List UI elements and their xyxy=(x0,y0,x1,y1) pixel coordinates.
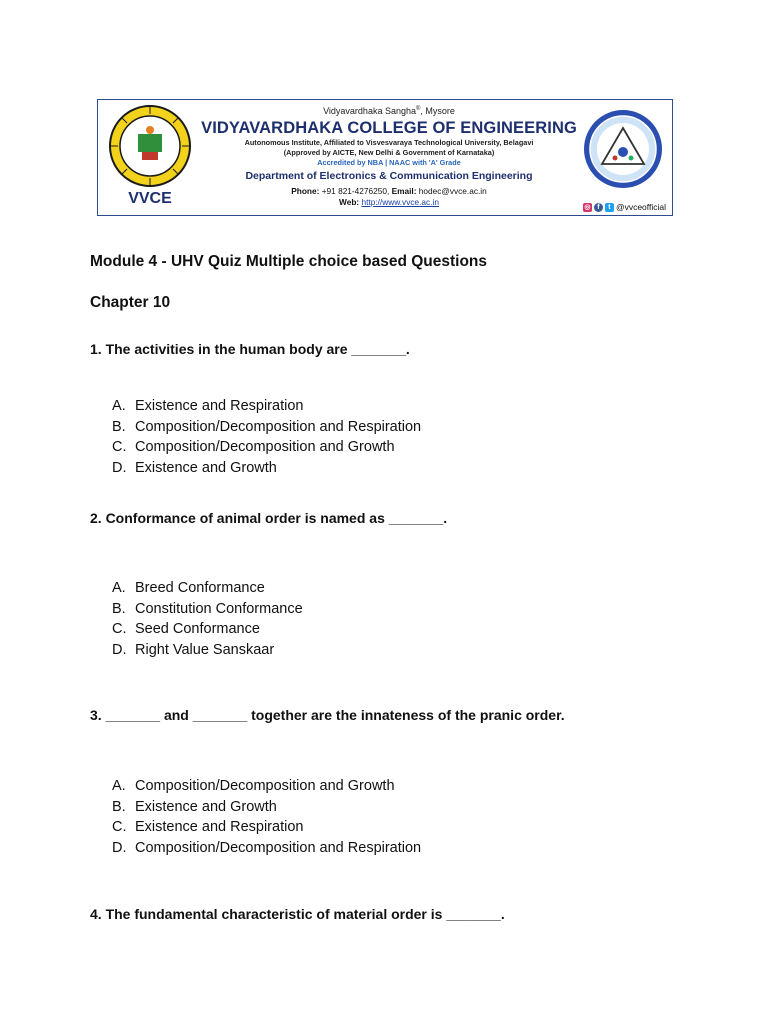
sangha-place: , Mysore xyxy=(420,106,455,116)
phone-value: +91 821-4276250, xyxy=(319,186,392,196)
option-text: Constitution Conformance xyxy=(135,600,303,617)
question-4: 4. The fundamental characteristic of material order is _______. xyxy=(90,906,505,922)
option-text: Right Value Sanskaar xyxy=(135,641,275,658)
option-letter: C. xyxy=(112,819,127,835)
sangha-name: Vidyavardhaka Sangha xyxy=(323,106,416,116)
question-2: 2. Conformance of animal order is named as _______. xyxy=(90,510,448,526)
option xyxy=(112,437,421,458)
option xyxy=(112,817,421,838)
option-letter: D. xyxy=(112,459,127,476)
social-handle: @vvceofficial xyxy=(615,202,666,212)
question-1: 1. The activities in the human body are _______. xyxy=(90,341,410,357)
contact-line xyxy=(198,186,580,197)
sangha-line xyxy=(198,106,580,116)
option xyxy=(112,458,421,479)
option xyxy=(112,838,421,859)
option-letter: B. xyxy=(112,600,126,617)
web-label: Web: xyxy=(339,197,360,207)
phone-label: Phone: xyxy=(291,186,320,196)
college-header-banner xyxy=(97,99,673,216)
chapter-title: Chapter 10 xyxy=(90,294,171,311)
email-value: hodec@vvce.ac.in xyxy=(416,186,487,196)
option-letter: B. xyxy=(112,798,126,815)
option-letter: C. xyxy=(112,621,127,637)
department-name: Department of Electronics & Communication Engineering xyxy=(245,170,533,182)
question-1-options xyxy=(112,396,421,478)
question-3-options xyxy=(112,776,421,858)
option xyxy=(112,417,421,438)
option xyxy=(112,396,421,417)
option xyxy=(112,619,303,640)
college-name: VIDYAVARDHAKA COLLEGE OF ENGINEERING xyxy=(201,119,577,137)
option-text: Composition/Decomposition and Growth xyxy=(135,778,395,794)
option-text: Composition/Decomposition and Respiration xyxy=(135,418,422,435)
website-link[interactable]: http://www.vvce.ac.in xyxy=(361,197,439,207)
option-letter: B. xyxy=(112,418,126,435)
option-letter: C. xyxy=(112,439,127,455)
option xyxy=(112,797,421,818)
option-letter: D. xyxy=(112,839,127,856)
header-text-block xyxy=(198,100,580,208)
option-text: Existence and Respiration xyxy=(135,398,304,414)
registered-mark: ® xyxy=(415,106,421,112)
option-text: Existence and Growth xyxy=(135,798,277,815)
option-text: Breed Conformance xyxy=(135,580,265,596)
web-line xyxy=(198,197,580,208)
option xyxy=(112,578,303,599)
option-text: Existence and Growth xyxy=(135,459,277,476)
option-text: Existence and Respiration xyxy=(135,819,304,835)
option-letter: A. xyxy=(112,778,126,794)
college-short-name: VVCE xyxy=(128,190,172,207)
option-text: Seed Conformance xyxy=(135,621,260,637)
instagram-icon[interactable]: ◎ xyxy=(584,203,591,211)
option-text: Composition/Decomposition and Respiration xyxy=(135,839,422,856)
module-title: Module 4 - UHV Quiz Multiple choice based Questions xyxy=(90,253,488,270)
approval-line: (Approved by AICTE, New Delhi & Government of Karnataka) xyxy=(283,148,495,157)
email-label: Email: xyxy=(391,186,417,196)
accreditation-line: Accredited by NBA | NAAC with 'A' Grade xyxy=(317,158,461,167)
affiliation-line: Autonomous Institute, Affiliated to Visvesvaraya Technological University, Belagavi xyxy=(244,138,534,147)
option-letter: A. xyxy=(112,398,126,414)
option xyxy=(112,776,421,797)
question-3: 3. _______ and _______ together are the innateness of the pranic order. xyxy=(90,707,565,723)
question-2-options xyxy=(112,578,303,660)
option-letter: D. xyxy=(112,641,127,658)
option xyxy=(112,599,303,620)
facebook-icon[interactable]: f xyxy=(594,203,603,212)
option-letter: A. xyxy=(112,580,126,596)
twitter-icon[interactable]: t xyxy=(605,203,614,212)
college-emblem-logo xyxy=(108,104,192,188)
department-seal-logo xyxy=(582,108,664,190)
option-text: Composition/Decomposition and Growth xyxy=(135,439,395,455)
option xyxy=(112,640,303,661)
social-media-bar xyxy=(583,202,666,212)
